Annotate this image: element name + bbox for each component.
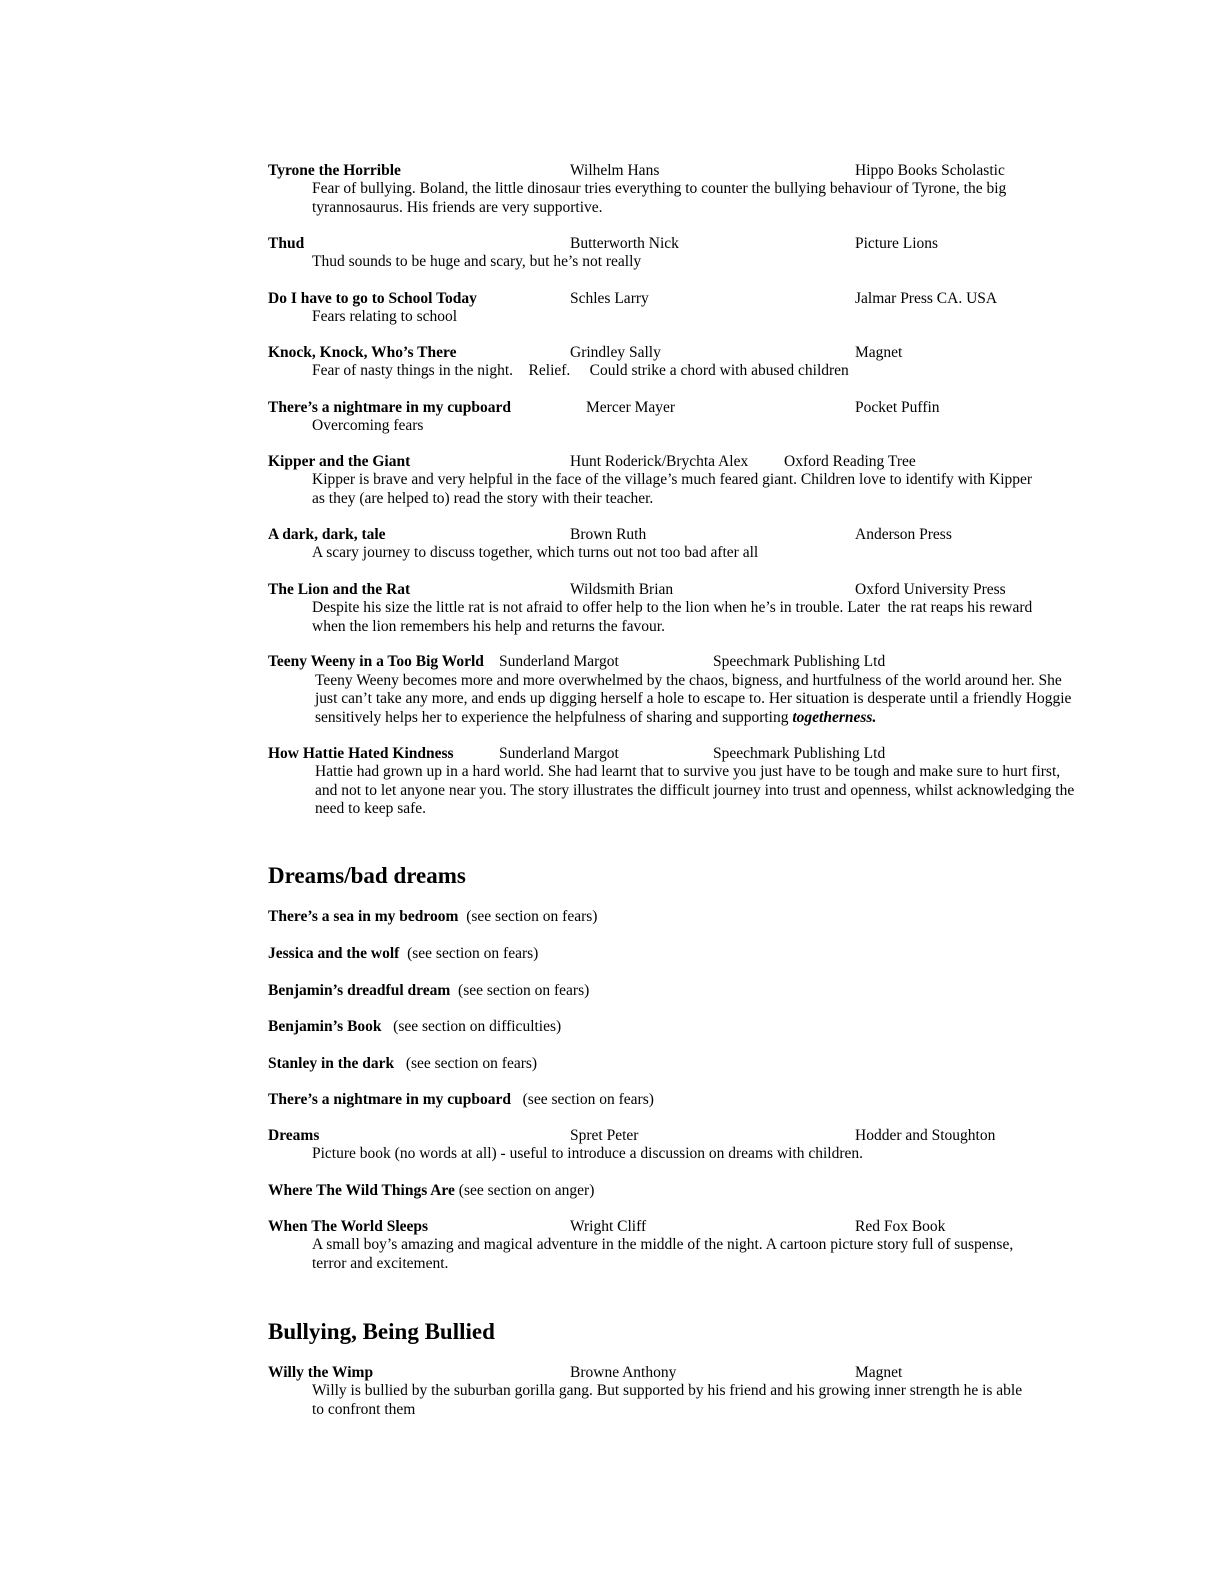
book-publisher: Jalmar Press CA. USA xyxy=(855,290,998,307)
book-description: as they (are helped to) read the story with their teacher. xyxy=(312,490,654,507)
book-publisher: Picture Lions xyxy=(855,235,939,252)
book-reference xyxy=(268,1091,654,1109)
book-publisher: Magnet xyxy=(855,1364,903,1381)
book-description: and not to let anyone near you. The story illustrates the difficult journey into trust and openness, whilst acknowledging the xyxy=(315,782,1075,799)
book-title: There’s a nightmare in my cupboard xyxy=(268,1091,511,1108)
book-title: Benjamin’s Book xyxy=(268,1018,382,1035)
book-publisher: Anderson Press xyxy=(855,526,952,543)
reference-note: (see section on fears) xyxy=(450,982,590,999)
book-description: Kipper is brave and very helpful in the face of the village’s much feared giant. Children love to identify with Kipper xyxy=(312,471,1033,488)
book-title: Benjamin’s dreadful dream xyxy=(268,982,451,999)
book-title: Thud xyxy=(268,235,305,252)
section-heading-dreams: Dreams/bad dreams xyxy=(268,863,466,888)
book-author: Schles Larry xyxy=(570,290,649,307)
book-title: Dreams xyxy=(268,1127,320,1144)
book-description: Picture book (no words at all) - useful to introduce a discussion on dreams with children. xyxy=(312,1145,863,1162)
book-title: Willy the Wimp xyxy=(268,1364,374,1381)
book-description: need to keep safe. xyxy=(315,800,427,817)
book-description: Despite his size the little rat is not afraid to offer help to the lion when he’s in trouble. Later the rat reaps his reward xyxy=(312,599,1033,616)
book-title: Tyrone the Horrible xyxy=(268,162,401,179)
book-description: Overcoming fears xyxy=(312,417,424,434)
reference-note: (see section on fears) xyxy=(511,1091,654,1108)
reference-note: (see section on difficulties) xyxy=(381,1018,562,1035)
book-description: when the lion remembers his help and returns the favour. xyxy=(312,618,665,635)
book-publisher: Speechmark Publishing Ltd xyxy=(713,653,886,670)
book-author: Mercer Mayer xyxy=(586,399,676,416)
book-title: The Lion and the Rat xyxy=(268,581,411,598)
book-reference xyxy=(268,945,538,963)
book-author: Wilhelm Hans xyxy=(570,162,660,179)
book-title: Jessica and the wolf xyxy=(268,945,400,962)
book-description: Fears relating to school xyxy=(312,308,458,325)
reference-note: (see section on anger) xyxy=(454,1182,595,1199)
book-description: A scary journey to discuss together, which turns out not too bad after all xyxy=(312,544,759,561)
reference-note: (see section on fears) xyxy=(399,945,539,962)
book-author: Sunderland Margot xyxy=(499,653,619,670)
book-description: A small boy’s amazing and magical adventure in the middle of the night. A cartoon picture story full of suspense, xyxy=(312,1236,1014,1253)
reference-note: (see section on fears) xyxy=(394,1055,538,1072)
book-title: Teeny Weeny in a Too Big World xyxy=(268,653,484,670)
book-author: Wildsmith Brian xyxy=(570,581,674,598)
book-title: Stanley in the dark xyxy=(268,1055,395,1072)
book-publisher: Oxford Reading Tree xyxy=(784,453,916,470)
book-description: just can’t take any more, and ends up digging herself a hole to escape to. Her situation is desperate until a friendly Hoggie xyxy=(315,690,1072,707)
book-publisher: Oxford University Press xyxy=(855,581,1006,598)
book-publisher: Hippo Books Scholastic xyxy=(855,162,1005,179)
book-title: There’s a sea in my bedroom xyxy=(268,908,459,925)
section-heading-bullying: Bullying, Being Bullied xyxy=(268,1319,495,1344)
reference-note: (see section on fears) xyxy=(458,908,598,925)
book-title: Where The Wild Things Are xyxy=(268,1182,455,1199)
book-description: Willy is bullied by the suburban gorilla gang. But supported by his friend and his growing inner strength he is able xyxy=(312,1382,1023,1399)
book-reference xyxy=(268,908,597,926)
book-reference xyxy=(268,1055,537,1073)
book-reference xyxy=(268,1182,594,1200)
book-author: Spret Peter xyxy=(570,1127,639,1144)
book-title: A dark, dark, tale xyxy=(268,526,386,543)
book-title: Knock, Knock, Who’s There xyxy=(268,344,457,361)
book-author: Hunt Roderick/Brychta Alex xyxy=(570,453,749,470)
book-title: When The World Sleeps xyxy=(268,1218,429,1235)
book-description xyxy=(315,709,876,727)
book-publisher: Red Fox Book xyxy=(855,1218,946,1235)
book-description: Fear of bullying. Boland, the little dinosaur tries everything to counter the bullying behaviour of Tyrone, the big xyxy=(312,180,1007,197)
book-description: to confront them xyxy=(312,1401,416,1418)
book-author: Grindley Sally xyxy=(570,344,661,361)
book-author: Sunderland Margot xyxy=(499,745,619,762)
book-title: Kipper and the Giant xyxy=(268,453,411,470)
book-publisher: Hodder and Stoughton xyxy=(855,1127,996,1144)
description-text: sensitively helps her to experience the helpfulness of sharing and supporting xyxy=(315,709,793,726)
book-publisher: Pocket Puffin xyxy=(855,399,940,416)
book-description: terror and excitement. xyxy=(312,1255,449,1272)
book-publisher: Magnet xyxy=(855,344,903,361)
book-author: Browne Anthony xyxy=(570,1364,677,1381)
emphasized-word: togetherness. xyxy=(792,709,877,726)
book-description: Thud sounds to be huge and scary, but he’s not really xyxy=(312,253,642,270)
book-title: There’s a nightmare in my cupboard xyxy=(268,399,511,416)
book-reference xyxy=(268,982,589,1000)
book-description: Fear of nasty things in the night. Relief. Could strike a chord with abused children xyxy=(312,362,849,379)
book-title: Do I have to go to School Today xyxy=(268,290,477,307)
book-description: tyrannosaurus. His friends are very supportive. xyxy=(312,199,603,216)
book-title: How Hattie Hated Kindness xyxy=(268,745,454,762)
book-publisher: Speechmark Publishing Ltd xyxy=(713,745,886,762)
book-author: Brown Ruth xyxy=(570,526,647,543)
book-author: Butterworth Nick xyxy=(570,235,679,252)
book-description: Hattie had grown up in a hard world. She had learnt that to survive you just have to be tough and make sure to hurt first, xyxy=(315,763,1061,780)
book-author: Wright Cliff xyxy=(570,1218,647,1235)
book-reference xyxy=(268,1018,561,1036)
book-description: Teeny Weeny becomes more and more overwhelmed by the chaos, bigness, and hurtfulness of the world around her. She xyxy=(315,672,1062,689)
